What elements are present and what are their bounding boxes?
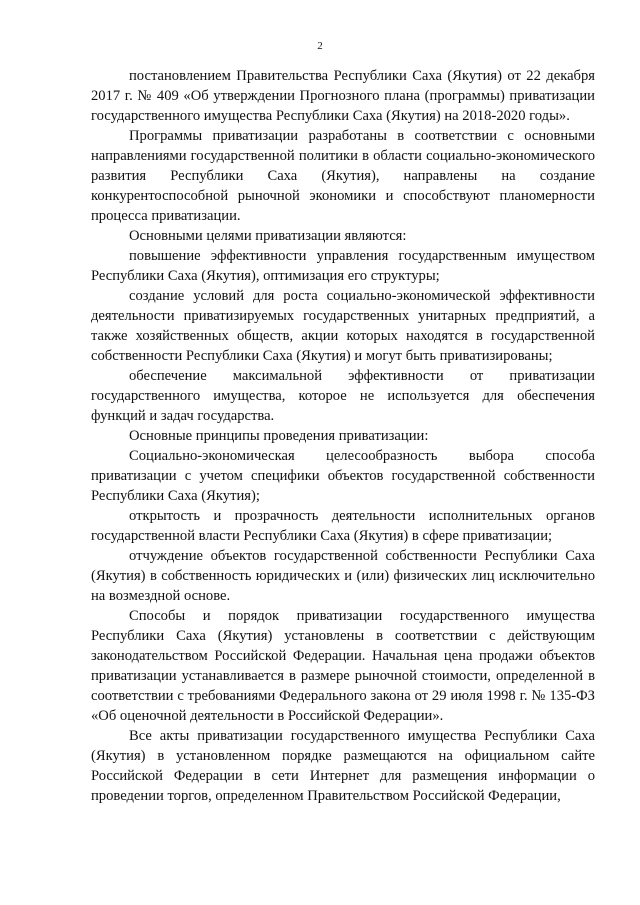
document-body xyxy=(91,66,595,806)
paragraph-methods-procedure: Способы и порядок приватизации государственного имущества Республики Саха (Якутия) установлены в соответствии с действующим законодательством Российской Федерации. Начальная цена продажи объектов приватизации устанавливается в размере рыночной стоимости, определенной в соответствии с требованиями Федерального закона от 29 июля 1998 г. № 135-ФЗ «Об оценочной деятельности в Российской Федерации». xyxy=(91,608,595,724)
paragraph-goal-max-efficiency: обеспечение максимальной эффективности от приватизации государственного имущества, которое не используется для обеспечения функций и задач государства. xyxy=(91,368,595,424)
paragraph-resolution-reference: постановлением Правительства Республики Саха (Якутия) от 22 декабря 2017 г. № 409 «Об утверждении Прогнозного плана (программы) приватизации государственного имущества Республики Саха (Якутия) на 2018-2020 годы». xyxy=(91,68,595,124)
paragraph-acts-publication: Все акты приватизации государственного имущества Республики Саха (Якутия) в установленном порядке размещаются на официальном сайте Российской Федерации в сети Интернет для размещения информации о проведении торгов, определенном Правительством Российской Федерации, xyxy=(91,728,595,804)
paragraph-principles-heading: Основные принципы проведения приватизации: xyxy=(129,428,429,444)
paragraph-goal-efficiency: повышение эффективности управления государственным имуществом Республики Саха (Якутия), оптимизация его структуры; xyxy=(91,248,595,284)
paragraph-programs-basis: Программы приватизации разработаны в соответствии с основными направлениями государственной политики в области социально-экономического развития Республики Саха (Якутия), направлены на создание конкурентоспособной рыночной экономики и способствуют планомерности процесса приватизации. xyxy=(91,128,595,224)
paragraph-principle-openness: открытость и прозрачность деятельности исполнительных органов государственной власти Республики Саха (Якутия) в сфере приватизации; xyxy=(91,508,595,544)
paragraph-principle-expediency: Социально-экономическая целесообразность выбора способа приватизации с учетом специфики объектов государственной собственности Республики Саха (Якутия); xyxy=(91,448,595,504)
paragraph-principle-alienation: отчуждение объектов государственной собственности Республики Саха (Якутия) в собственность юридических и (или) физических лиц исключительно на возмездной основе. xyxy=(91,548,595,604)
paragraph-goals-heading: Основными целями приватизации являются: xyxy=(129,228,407,244)
page-number: 2 xyxy=(317,40,323,52)
paragraph-goal-conditions: создание условий для роста социально-экономической эффективности деятельности приватизируемых государственных унитарных предприятий, а также хозяйственных обществ, акции которых находятся в государственной собственности Республики Саха (Якутия) и могут быть приватизированы; xyxy=(91,288,595,364)
